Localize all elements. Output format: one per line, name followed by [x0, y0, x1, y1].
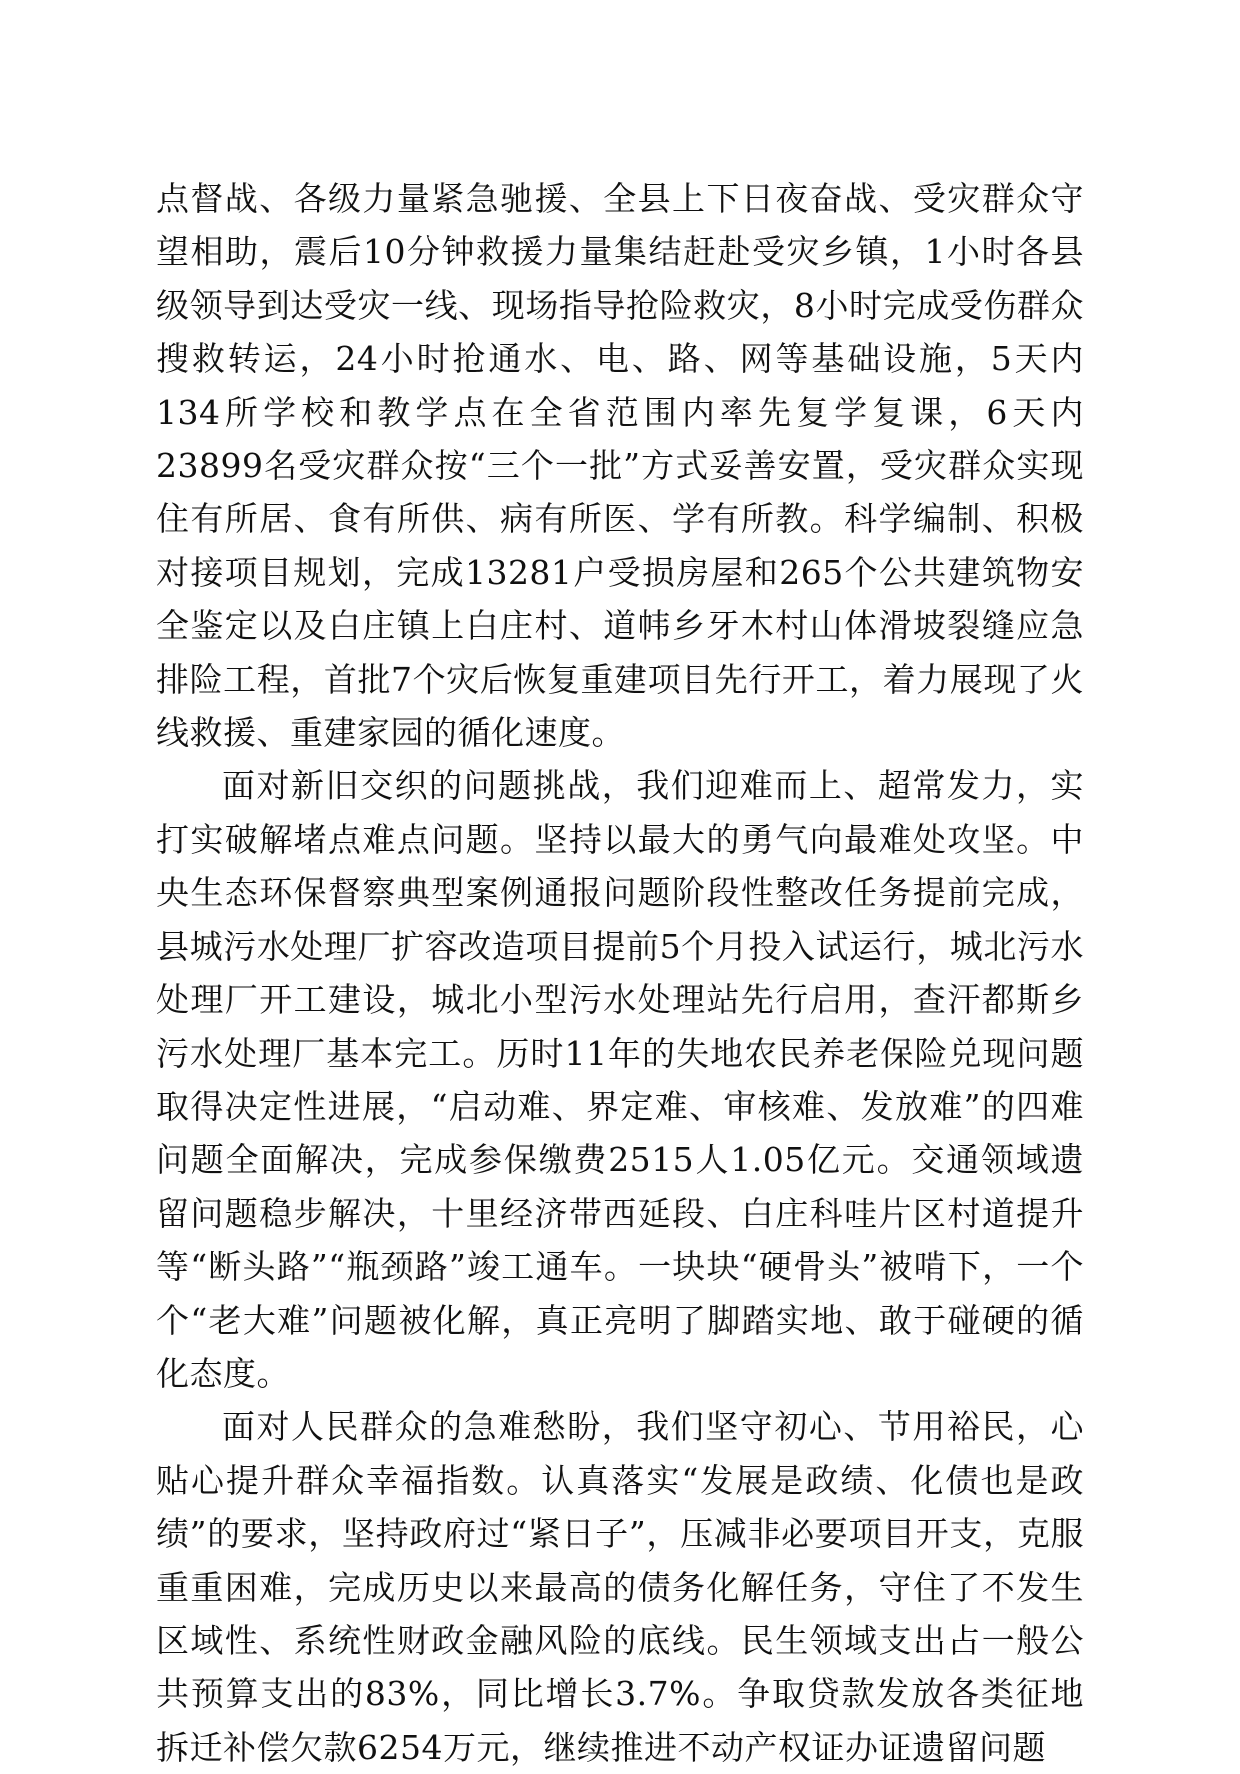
paragraph-continued: 点督战、各级力量紧急驰援、全县上下日夜奋战、受灾群众守望相助，震后10分钟救援力量集结赶赴受灾乡镇，1小时各县级领导到达受灾一线、现场指导抢险救灾，8小时完成受伤群众搜救转运，24小时抢通水、电、路、网等基础设施，5天内134所学校和教学点在全省范围内率先复学复课，6天内23899名受灾群众按“三个一批”方式妥善安置，受灾群众实现住有所居、食有所供、病有所医、学有所教。科学编制、积极对接项目规划，完成13281户受损房屋和265个公共建筑物安全鉴定以及白庄镇上白庄村、道帏乡牙木村山体滑坡裂缝应急排险工程，首批7个灾后恢复重建项目先行开工，着力展现了火线救援、重建家园的循化速度。 [156, 179, 1084, 753]
paragraph-problem-challenges: 面对新旧交织的问题挑战，我们迎难而上、超常发力，实打实破解堵点难点问题。坚持以最大的勇气向最难处攻坚。中央生态环保督察典型案例通报问题阶段性整改任务提前完成，县城污水处理厂扩容改造项目提前5个月投入试运行，城北污水处理厂开工建设，城北小型污水处理站先行启用，查汗都斯乡污水处理厂基本完工。历时11年的失地农民养老保险兑现问题取得决定性进展，“启动难、界定难、审核难、发放难”的四难问题全面解决，完成参保缴费2515人1.05亿元。交通领域遗留问题稳步解决，十里经济带西延段、白庄科哇片区村道提升等“断头路”“瓶颈路”竣工通车。一块块“硬骨头”被啃下，一个个“老大难”问题被化解，真正亮明了脚踏实地、敢于碰硬的循化态度。 [156, 766, 1084, 1393]
paragraph-people-needs: 面对人民群众的急难愁盼，我们坚守初心、节用裕民，心贴心提升群众幸福指数。认真落实“发展是政绩、化债也是政绩”的要求，坚持政府过“紧日子”，压减非必要项目开支，克服重重困难，完成历史以来最高的债务化解任务，守住了不发生区域性、系统性财政金融风险的底线。民生领域支出占一般公共预算支出的83%，同比增长3.7%。争取贷款发放各类征地拆迁补偿欠款6254万元，继续推进不动产权证办证遗留问题 [156, 1407, 1084, 1767]
body-text [156, 172, 1084, 1774]
